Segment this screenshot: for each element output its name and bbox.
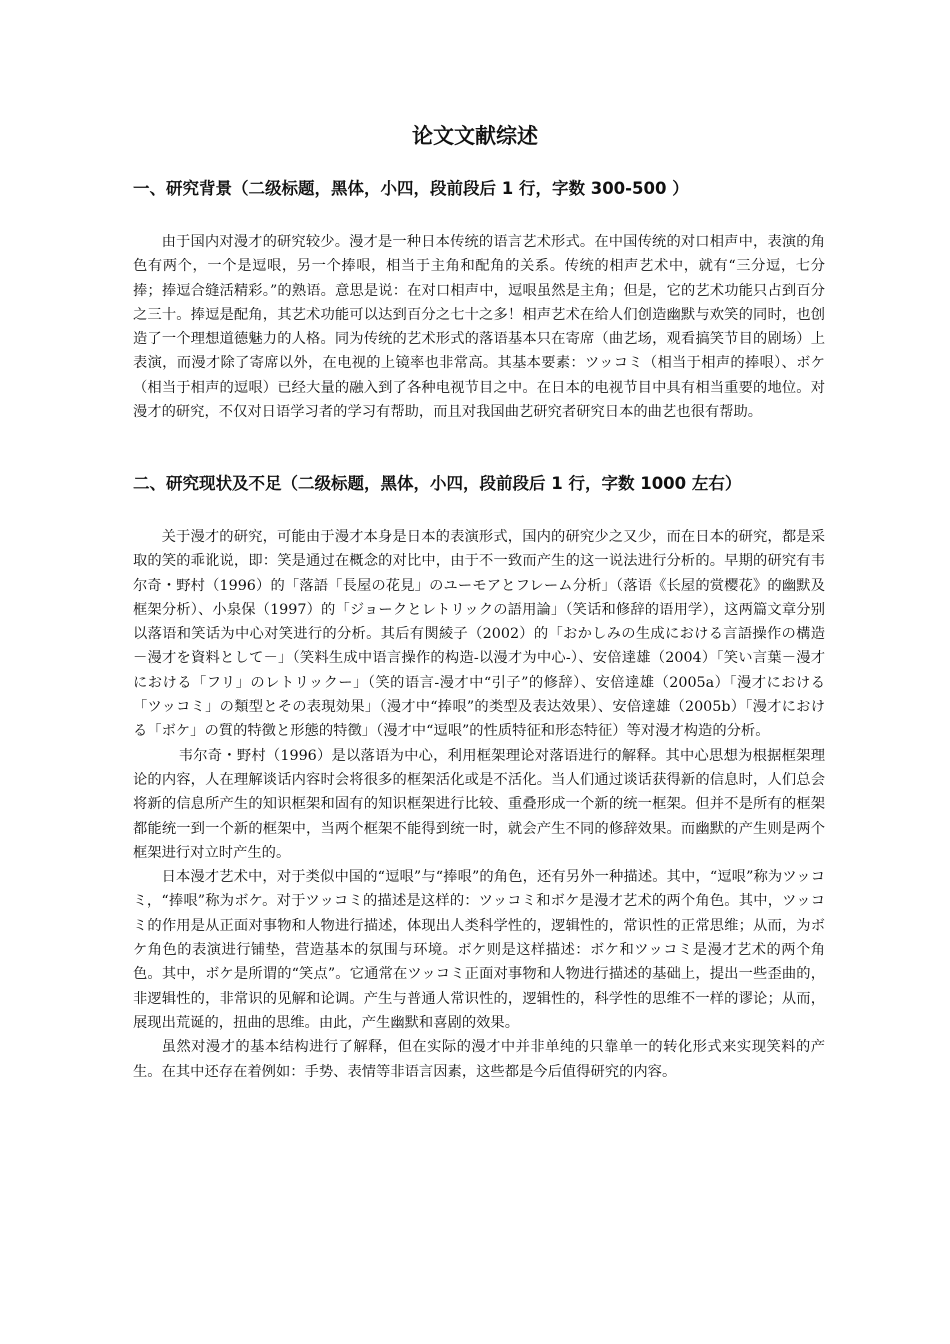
paragraph: 韦尔奇・野村（1996）是以落语为中心，利用框架理论对落语进行的解释。其中心思想为根据框架理论的内容，人在理解谈话内容时会将很多的框架活化或是不活化。当人们通过谈话获得新的信息时，人们总会将新的信息所产生的知识框架和固有的知识框架进行比较、重叠形成一个新的统一框架。但并不是所有的框架都能统一到一个新的框架中，当两个框架不能得到统一时，就会产生不同的修辞效果。而幽默的产生则是两个框架进行对立时产生的。 — [133, 747, 825, 861]
paragraph: 关于漫才的研究，可能由于漫才本身是日本的表演形式，国内的研究少之又少，而在日本的研究，都是采取的笑的乖讹说，即：笑是通过在概念的对比中，由于不一致而产生的这一说法进行分析的。早期的研究有韦尔奇・野村（1996）的「落語「長屋の花見」のユーモアとフレーム分析」（落语《长屋的赏樱花》的幽默及框架分析）、小泉保（1997）的「ジョークとレトリックの語用論」（笑话和修辞的语用学），这两篇文章分别以落语和笑话为中心对笑进行的分析。其后有関綾子（2002）的「おかしみの生成における言語操作の構造－漫才を資料として－」（笑料生成中语言操作的构造-以漫才为中心-）、安倍達雄（2004）「笑い言葉－漫才における「フリ」のレトリックー」（笑的语言-漫才中“引子”的修辞）、安倍達雄（2005a）「漫才における「ツッコミ」の類型とその表現効果」（漫才中“捧哏”的类型及表达效果）、安倍達雄（2005b）「漫才における「ボケ」の質的特徴と形態的特徴」（漫才中“逗哏”的性质特征和形态特征）等对漫才构造的分析。 — [133, 529, 825, 740]
paragraph: 日本漫才艺术中，对于类似中国的“逗哏”与“捧哏”的角色，还有另外一种描述。其中，“逗哏”称为ツッコミ，“捧哏”称为ボケ。对于ツッコミ的描述是这样的：ツッコミ和ボケ是漫才艺术的两个角色。其中，ツッコミ的作用是从正面对事物和人物进行描述，体现出人类科学性的，逻辑性的，常识性的正常思维；从而，为ボケ角色的表演进行铺垫，营造基本的氛围与环境。ボケ则是这样描述：ボケ和ツッコミ是漫才艺术的两个角色。其中，ボケ是所谓的“笑点”。它通常在ツッコミ正面对事物和人物进行描述的基础上，提出一些歪曲的，非逻辑性的，非常识的见解和论调。产生与普通人常识性的，逻辑性的，科学性的思维不一样的谬论；从而，展现出荒诞的，扭曲的思维。由此，产生幽默和喜剧的效果。 — [133, 869, 825, 1031]
paragraph: 虽然对漫才的基本结构进行了解释，但在实际的漫才中并非单纯的只靠单一的转化形式来实现笑料的产生。在其中还存在着例如：手势、表情等非语言因素，这些都是今后值得研究的内容。 — [133, 1039, 825, 1080]
section-body-background — [133, 230, 825, 424]
section-body-status — [133, 525, 825, 1084]
section-heading-status: 二、研究现状及不足（二级标题，黑体，小四，段前段后 1 行，字数 1000 左右） — [133, 474, 742, 493]
document-title: 论文文献综述 — [412, 124, 538, 148]
section-heading-background: 一、研究背景（二级标题，黑体，小四，段前段后 1 行，字数 300-500 ） — [133, 179, 689, 198]
paragraph: 由于国内对漫才的研究较少。漫才是一种日本传统的语言艺术形式。在中国传统的对口相声中，表演的角色有两个，一个是逗哏，另一个捧哏，相当于主角和配角的关系。传统的相声艺术中，就有“三分逗，七分捧；捧逗合缝活精彩。”的熟语。意思是说：在对口相声中，逗哏虽然是主角；但是，它的艺术功能只占到百分之三十。捧逗是配角，其艺术功能可以达到百分之七十之多！相声艺术在给人们创造幽默与欢笑的同时，也创造了一个理想道德魅力的人格。同为传统的艺术形式的落语基本只在寄席（曲艺场，观看搞笑节目的剧场）上表演，而漫才除了寄席以外，在电视的上镜率也非常高。其基本要素：ツッコミ（相当于相声的捧哏）、ボケ（相当于相声的逗哏）已经大量的融入到了各种电视节目之中。在日本的电视节目中具有相当重要的地位。对漫才的研究，不仅对日语学习者的学习有帮助，而且对我国曲艺研究者研究日本的曲艺也很有帮助。 — [133, 234, 825, 421]
